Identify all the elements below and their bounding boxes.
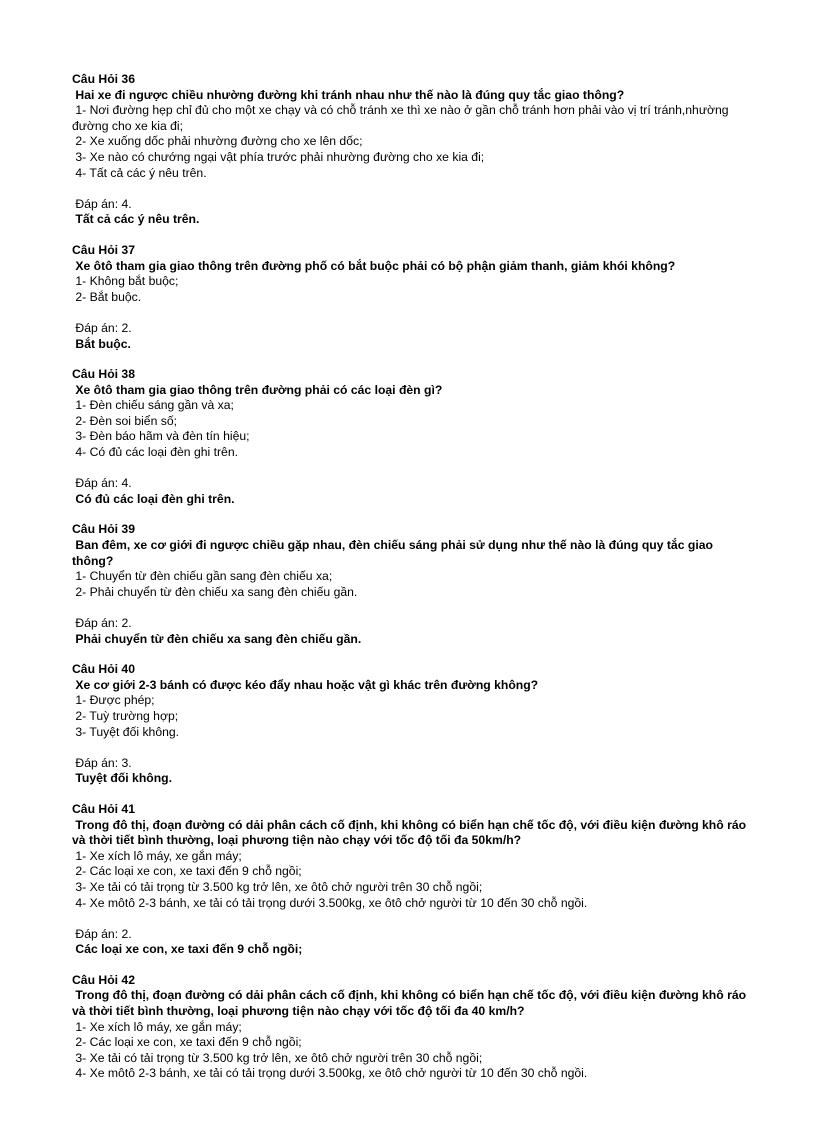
option: 1- Xe xích lô máy, xe gắn máy; — [72, 1019, 242, 1034]
option: 1- Xe xích lô máy, xe gắn máy; — [72, 848, 242, 863]
answer-text: Các loại xe con, xe taxi đến 9 chỗ ngồi; — [72, 942, 303, 957]
question-title: Câu Hỏi 39 — [72, 522, 135, 537]
option: 2- Các loại xe con, xe taxi đến 9 chỗ ngồi; — [72, 864, 302, 879]
answer-label: Đáp án: 3. — [72, 755, 132, 770]
option: 4- Xe môtô 2-3 bánh, xe tải có tải trọng dưới 3.500kg, xe ôtô chở người từ 10 đến 30 chỗ ngồi. — [72, 895, 588, 910]
option: 1- Đèn chiếu sáng gần và xa; — [72, 398, 234, 413]
option: 3- Tuyệt đối không. — [72, 724, 180, 739]
option: 1- Không bắt buộc; — [72, 274, 179, 289]
answer-text: Có đủ các loại đèn ghi trên. — [72, 491, 235, 506]
option: 1- Chuyển từ đèn chiếu gần sang đèn chiếu xa; — [72, 569, 333, 584]
option: 1- Nơi đường hẹp chỉ đủ cho một xe chạy và có chỗ tránh xe thì xe nào ở gần chỗ tránh hơn phải vào vị trí tránh,nhường đường cho xe kia đi; — [72, 103, 732, 133]
answer-label: Đáp án: 4. — [72, 196, 132, 211]
answer-text: Bắt buộc. — [72, 336, 131, 351]
option: 3- Xe tải có tải trọng từ 3.500 kg trở lên, xe ôtô chở người trên 30 chỗ ngồi; — [72, 1050, 483, 1065]
option: 2- Phải chuyển từ đèn chiếu xa sang đèn chiếu gần. — [72, 584, 358, 599]
question-block — [72, 367, 752, 507]
question-text: Hai xe đi ngược chiều nhường đường khi tránh nhau như thế nào là đúng quy tắc giao thông? — [72, 87, 625, 102]
option: 4- Tất cả các ý nêu trên. — [72, 165, 207, 180]
question-block — [72, 973, 752, 1082]
question-title: Câu Hỏi 40 — [72, 662, 135, 677]
option: 2- Đèn soi biển số; — [72, 413, 178, 428]
option: 2- Xe xuống dốc phải nhường đường cho xe lên dốc; — [72, 134, 363, 149]
option: 3- Xe nào có chướng ngại vật phía trước phải nhường đường cho xe kia đi; — [72, 149, 485, 164]
question-text: Ban đêm, xe cơ giới đi ngược chiều gặp nhau, đèn chiếu sáng phải sử dụng như thế nào là đúng quy tắc giao thông? — [72, 538, 717, 568]
answer-label: Đáp án: 2. — [72, 616, 132, 630]
question-block — [72, 243, 752, 352]
answer-text: Phải chuyển từ đèn chiếu xa sang đèn chiếu gần. — [72, 631, 362, 646]
question-title: Câu Hỏi 41 — [72, 801, 135, 816]
answer-label: Đáp án: 2. — [72, 320, 132, 335]
answer-label: Đáp án: 2. — [72, 926, 132, 941]
question-block — [72, 662, 752, 787]
option: 2- Tuỳ trường hợp; — [72, 708, 179, 723]
question-text: Xe ôtô tham gia giao thông trên đường phải có các loại đèn gì? — [72, 382, 443, 397]
answer-text: Tất cả các ý nêu trên. — [72, 212, 200, 227]
option: 4- Xe môtô 2-3 bánh, xe tải có tải trọng dưới 3.500kg, xe ôtô chở người từ 10 đến 30 chỗ ngồi. — [72, 1066, 588, 1081]
question-title: Câu Hỏi 38 — [72, 367, 135, 382]
answer-label: Đáp án: 4. — [72, 476, 132, 491]
question-text: Trong đô thị, đoạn đường có dải phân cách cố định, khi không có biển hạn chế tốc độ, với điều kiện đường khô ráo và thời tiết bình thường, loại phương tiện nào chạy với tốc độ tối đa 50km/h? — [72, 817, 750, 848]
question-block — [72, 802, 752, 958]
option: 3- Đèn báo hãm và đèn tín hiệu; — [72, 429, 250, 444]
question-text: Trong đô thị, đoạn đường có dải phân cách cố định, khi không có biển hạn chế tốc độ, với điều kiện đường khô ráo và thời tiết bình thường, loại phương tiện nào chạy với tốc độ tối đa 40 km/h? — [72, 988, 750, 1019]
option: 2- Bắt buộc. — [72, 289, 142, 304]
option: 4- Có đủ các loại đèn ghi trên. — [72, 445, 238, 460]
question-text: Xe ôtô tham gia giao thông trên đường phố có bắt buộc phải có bộ phận giảm thanh, giảm khói không? — [72, 258, 676, 273]
question-title: Câu Hỏi 42 — [72, 972, 135, 987]
option: 1- Được phép; — [72, 693, 155, 708]
question-title: Câu Hỏi 37 — [72, 242, 135, 257]
option: 2- Các loại xe con, xe taxi đến 9 chỗ ngồi; — [72, 1035, 302, 1050]
question-block — [72, 522, 752, 647]
question-text: Xe cơ giới 2-3 bánh có được kéo đẩy nhau hoặc vật gì khác trên đường không? — [72, 677, 539, 692]
question-title: Câu Hỏi 36 — [72, 72, 135, 86]
option: 3- Xe tải có tải trọng từ 3.500 kg trở lên, xe ôtô chở người trên 30 chỗ ngồi; — [72, 879, 483, 894]
answer-text: Tuyệt đối không. — [72, 771, 172, 786]
document-page — [72, 72, 752, 1097]
question-block — [72, 72, 752, 228]
